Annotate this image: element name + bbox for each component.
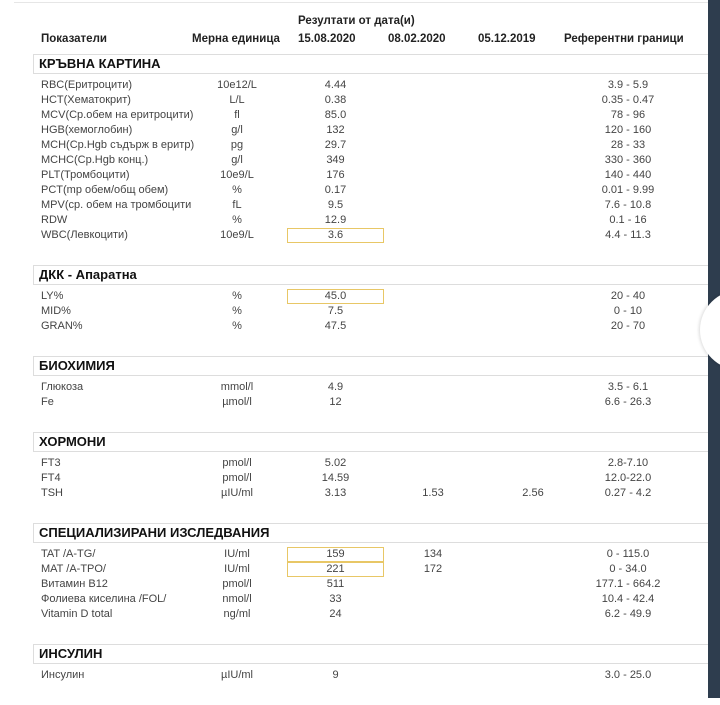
unit: 10e12/L bbox=[217, 79, 257, 91]
value-date-1: 24 bbox=[329, 608, 342, 620]
unit: fl bbox=[234, 109, 240, 121]
unit: µIU/ml bbox=[220, 487, 253, 499]
unit: pg bbox=[230, 139, 244, 151]
unit: IU/ml bbox=[224, 548, 250, 560]
value-date-1: 4.44 bbox=[324, 79, 347, 91]
test-name: PCT(mp обем/общ обем) bbox=[41, 184, 169, 196]
value-date-1: 12 bbox=[329, 396, 342, 408]
unit: pmol/l bbox=[222, 457, 252, 469]
value-date-2: 1.53 bbox=[422, 487, 444, 499]
value-date-3: 2.56 bbox=[522, 487, 544, 499]
col-header-unit: Мерна единица bbox=[192, 33, 280, 45]
reference-range: 10.4 - 42.4 bbox=[601, 593, 655, 605]
value-date-1: 14.59 bbox=[321, 472, 350, 484]
section bbox=[33, 356, 720, 410]
value-date-1: 132 bbox=[326, 124, 345, 136]
test-name: HGB(хемоглобин) bbox=[41, 124, 133, 136]
section bbox=[33, 523, 720, 622]
reference-range: 3.9 - 5.9 bbox=[607, 79, 649, 91]
value-out-of-range: 159 bbox=[287, 547, 384, 562]
reference-range: 0.1 - 16 bbox=[609, 214, 647, 226]
test-name: Fe bbox=[41, 396, 54, 408]
col-header-date-2: 08.02.2020 bbox=[388, 33, 446, 45]
unit: ng/ml bbox=[223, 608, 251, 620]
reference-range: 7.6 - 10.8 bbox=[604, 199, 652, 211]
col-header-name: Показатели bbox=[41, 33, 107, 45]
top-divider bbox=[14, 2, 708, 3]
unit: µIU/ml bbox=[220, 669, 253, 681]
test-name: FT3 bbox=[41, 457, 61, 469]
value-date-1: 4.9 bbox=[327, 381, 344, 393]
reference-range: 12.0-22.0 bbox=[604, 472, 652, 484]
unit: fL bbox=[232, 199, 242, 211]
unit: % bbox=[232, 214, 242, 226]
test-name: Глюкоза bbox=[41, 381, 84, 393]
col-header-date-1: 15.08.2020 bbox=[298, 33, 356, 45]
reference-range: 28 - 33 bbox=[610, 139, 646, 151]
unit: µmol/l bbox=[222, 396, 252, 408]
reference-range: 78 - 96 bbox=[610, 109, 646, 121]
section-title: ХОРМОНИ bbox=[33, 432, 720, 452]
value-date-2: 134 bbox=[423, 548, 443, 560]
table-row bbox=[33, 183, 720, 198]
table-row bbox=[33, 456, 720, 471]
value-date-1: 12.9 bbox=[324, 214, 347, 226]
value-date-1: 5.02 bbox=[324, 457, 347, 469]
reference-range: 177.1 - 664.2 bbox=[595, 578, 661, 590]
value-date-1: 85.0 bbox=[324, 109, 347, 121]
reference-range: 6.6 - 26.3 bbox=[604, 396, 652, 408]
table-row bbox=[33, 577, 720, 592]
test-name: GRAN% bbox=[41, 320, 83, 332]
reference-range: 6.2 - 49.9 bbox=[604, 608, 652, 620]
table-row bbox=[33, 471, 720, 486]
test-name: MCH(Ср.Hgb съдърж в еритр) bbox=[41, 139, 195, 151]
section-title: КРЪВНА КАРТИНА bbox=[33, 54, 720, 74]
test-name: HCT(Хематокрит) bbox=[41, 94, 131, 106]
table-row bbox=[33, 486, 720, 501]
table-row bbox=[33, 213, 720, 228]
test-name: Фолиева киселина /FOL/ bbox=[41, 593, 167, 605]
value-out-of-range: 221 bbox=[287, 562, 384, 577]
test-name: PLT(Тромбоцити) bbox=[41, 169, 130, 181]
section-title: СПЕЦИАЛИЗИРАНИ ИЗСЛЕДВАНИЯ bbox=[33, 523, 720, 543]
unit: % bbox=[232, 305, 242, 317]
value-date-1: 33 bbox=[329, 593, 342, 605]
section-title: БИОХИМИЯ bbox=[33, 356, 720, 376]
value-date-2: 172 bbox=[423, 563, 443, 575]
unit: % bbox=[232, 320, 242, 332]
value-out-of-range: 45.0 bbox=[287, 289, 384, 304]
table-row bbox=[33, 93, 720, 108]
unit: % bbox=[232, 290, 242, 302]
reference-range: 0.27 - 4.2 bbox=[604, 487, 652, 499]
section bbox=[33, 432, 720, 501]
test-name: RBC(Еритроцити) bbox=[41, 79, 133, 91]
unit: pmol/l bbox=[222, 472, 252, 484]
reference-range: 3.5 - 6.1 bbox=[607, 381, 649, 393]
test-name: MCV(Ср.обем на еритроцити) bbox=[41, 109, 194, 121]
value-date-1: 3.13 bbox=[324, 487, 347, 499]
value-date-1: 9 bbox=[332, 669, 339, 681]
reference-range: 0 - 34.0 bbox=[609, 563, 647, 575]
unit: 10e9/L bbox=[220, 229, 254, 241]
reference-range: 0.35 - 0.47 bbox=[601, 94, 655, 106]
table-row bbox=[33, 123, 720, 138]
reference-range: 0 - 115.0 bbox=[606, 548, 650, 560]
test-name: MCHC(Ср.Hgb конц.) bbox=[41, 154, 149, 166]
section-title: ИНСУЛИН bbox=[33, 644, 720, 664]
table-row bbox=[33, 289, 720, 304]
table-row bbox=[33, 198, 720, 213]
unit: L/L bbox=[229, 94, 245, 106]
unit: 10e9/L bbox=[220, 169, 254, 181]
unit: g/l bbox=[231, 124, 243, 136]
table-row bbox=[33, 380, 720, 395]
reference-range: 20 - 40 bbox=[610, 290, 646, 302]
value-date-1: 7.5 bbox=[327, 305, 344, 317]
col-header-date-3: 05.12.2019 bbox=[478, 33, 536, 45]
table-row bbox=[33, 304, 720, 319]
table-row bbox=[33, 592, 720, 607]
test-name: LY% bbox=[41, 290, 64, 302]
section bbox=[33, 54, 720, 243]
test-name: MPV(ср. обем на тромбоцити bbox=[41, 199, 192, 211]
table-row bbox=[33, 607, 720, 622]
section-title: ДКК - Апаратна bbox=[33, 265, 720, 285]
table-row bbox=[33, 562, 720, 577]
value-date-1: 9.5 bbox=[327, 199, 344, 211]
unit: g/l bbox=[231, 154, 243, 166]
table-row bbox=[33, 319, 720, 334]
test-name: TAT /A-TG/ bbox=[41, 548, 96, 560]
table-row bbox=[33, 78, 720, 93]
reference-range: 2.8-7.10 bbox=[607, 457, 649, 469]
value-date-1: 511 bbox=[326, 578, 345, 590]
table-row bbox=[33, 108, 720, 123]
test-name: WBC(Левкоцити) bbox=[41, 229, 128, 241]
reference-range: 3.0 - 25.0 bbox=[604, 669, 652, 681]
test-name: TSH bbox=[41, 487, 63, 499]
results-table bbox=[33, 54, 720, 705]
value-date-1: 0.17 bbox=[324, 184, 347, 196]
value-date-1: 47.5 bbox=[324, 320, 347, 332]
unit: mmol/l bbox=[220, 381, 254, 393]
value-date-1: 29.7 bbox=[324, 139, 347, 151]
value-date-1: 0.38 bbox=[324, 94, 347, 106]
table-row bbox=[33, 168, 720, 183]
reference-range: 4.4 - 11.3 bbox=[605, 229, 651, 241]
value-out-of-range: 3.6 bbox=[287, 228, 384, 243]
table-row bbox=[33, 547, 720, 562]
table-row bbox=[33, 153, 720, 168]
test-name: Vitamin D total bbox=[41, 608, 113, 620]
reference-range: 0 - 10 bbox=[613, 305, 643, 317]
unit: nmol/l bbox=[222, 593, 252, 605]
value-date-1: 176 bbox=[326, 169, 345, 181]
table-row bbox=[33, 395, 720, 410]
reference-range: 330 - 360 bbox=[604, 154, 652, 166]
test-name: Витамин B12 bbox=[41, 578, 108, 590]
test-name: FT4 bbox=[41, 472, 61, 484]
reference-range: 140 - 440 bbox=[604, 169, 652, 181]
unit: % bbox=[232, 184, 242, 196]
value-date-1: 349 bbox=[326, 154, 345, 166]
test-name: MID% bbox=[41, 305, 71, 317]
reference-range: 20 - 70 bbox=[610, 320, 646, 332]
test-name: Инсулин bbox=[41, 669, 85, 681]
table-row bbox=[33, 138, 720, 153]
test-name: MAT /A-TPO/ bbox=[41, 563, 106, 575]
section bbox=[33, 644, 720, 683]
results-date-label: Резултати от дата(и) bbox=[298, 15, 415, 27]
col-header-ref: Референтни граници bbox=[564, 33, 684, 45]
test-name: RDW bbox=[41, 214, 68, 226]
reference-range: 120 - 160 bbox=[604, 124, 652, 136]
unit: IU/ml bbox=[224, 563, 250, 575]
section bbox=[33, 265, 720, 334]
unit: pmol/l bbox=[222, 578, 252, 590]
table-row bbox=[33, 228, 720, 243]
reference-range: 0.01 - 9.99 bbox=[601, 184, 655, 196]
table-row bbox=[33, 668, 720, 683]
